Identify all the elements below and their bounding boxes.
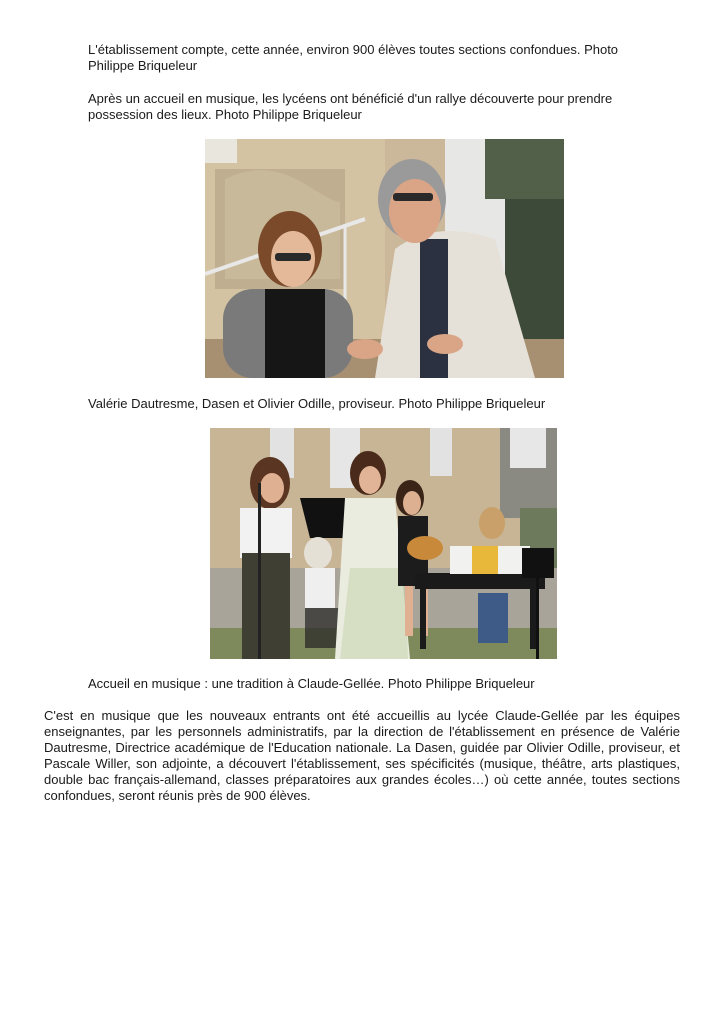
caption-intro: L'établissement compte, cette année, environ 900 élèves toutes sections confondues. Photo Philippe Briqueleur <box>88 42 619 73</box>
article-body: C'est en musique que les nouveaux entrants ont été accueillis au lycée Claude-Gellée par les équipes enseignantes, par les personnels administratifs, par la direction de l'établissement en présence de Valérie Dautresme, Directrice académique de l'Education nationale. La Dasen, guidée par Olivier Odille, proviseur, et Pascale Willer, son adjointe, a découvert l'établissement, ses spécificités (musique, théâtre, arts plastiques, double bac français-allemand, classes préparatoires aux grandes écoles…) où cette année, toutes sections confondues, seront réunis près de 900 élèves. <box>44 708 680 803</box>
caption-photo1: Valérie Dautresme, Dasen et Olivier Odille, proviseur. Photo Philippe Briqueleur <box>88 396 546 411</box>
caption-photo2: Accueil en musique : une tradition à Claude-Gellée. Photo Philippe Briqueleur <box>88 676 535 691</box>
caption-rallye: Après un accueil en musique, les lycéens ont bénéficié d'un rallye découverte pour prendre possession des lieux. Photo Philippe Briqueleur <box>88 91 613 122</box>
photo-dasen-proviseur <box>205 139 564 378</box>
photo-accueil-musique <box>210 428 557 659</box>
